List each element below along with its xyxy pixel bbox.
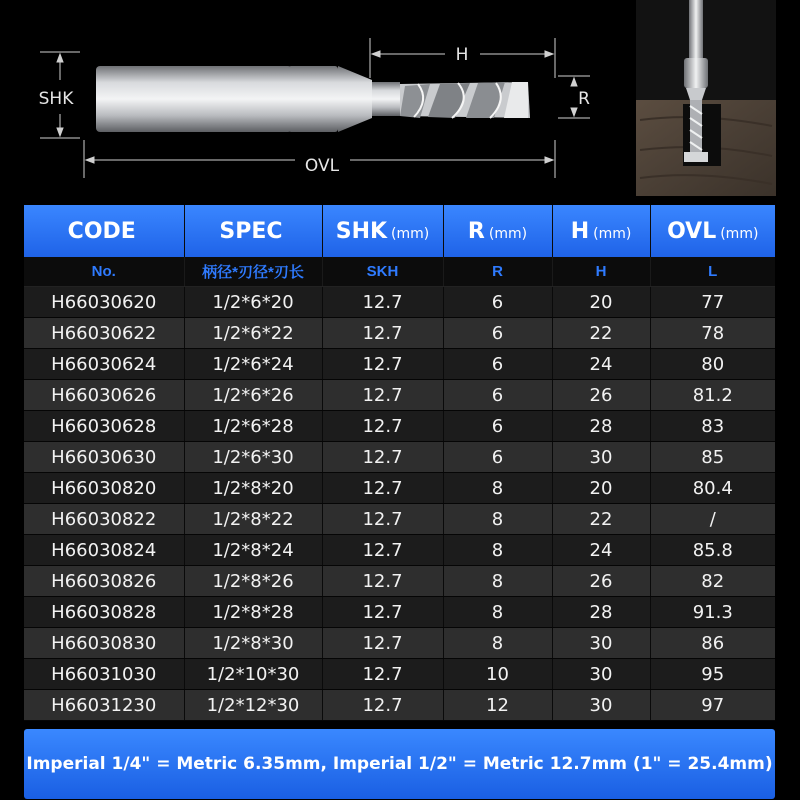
table-row: [24, 349, 775, 380]
cell-code: H66031230: [24, 690, 184, 721]
cell-shk: 12.7: [322, 411, 443, 442]
cell-h: 30: [552, 690, 650, 721]
cell-ovl: 83: [650, 411, 775, 442]
column-header-shk: SHK (mm): [322, 205, 443, 257]
table-header-row: [24, 205, 775, 257]
cell-r: 8: [443, 504, 552, 535]
cell-r: 10: [443, 659, 552, 690]
cell-spec: 1/2*6*20: [184, 287, 322, 318]
table-row: [24, 628, 775, 659]
cell-r: 6: [443, 318, 552, 349]
cell-shk: 12.7: [322, 380, 443, 411]
cell-h: 20: [552, 287, 650, 318]
cell-r: 8: [443, 473, 552, 504]
ovl-dimension-label: OVL: [304, 156, 340, 176]
cell-r: 12: [443, 690, 552, 721]
column-header-h: H (mm): [552, 205, 650, 257]
r-dimension-label: R: [578, 89, 590, 109]
cell-spec: 1/2*8*30: [184, 628, 322, 659]
cell-ovl: 80: [650, 349, 775, 380]
router-bit-dimension-diagram: [0, 0, 800, 200]
cell-ovl: 80.4: [650, 473, 775, 504]
cell-ovl: 86: [650, 628, 775, 659]
cell-h: 24: [552, 349, 650, 380]
table-row: [24, 287, 775, 318]
cell-h: 30: [552, 628, 650, 659]
cell-code: H66031030: [24, 659, 184, 690]
conversion-note-text: Imperial 1/4" = Metric 6.35mm, Imperial 1/2" = Metric 12.7mm (1" = 25.4mm): [26, 754, 773, 774]
cell-spec: 1/2*6*28: [184, 411, 322, 442]
table-row: [24, 411, 775, 442]
cell-code: H66030626: [24, 380, 184, 411]
cell-spec: 1/2*10*30: [184, 659, 322, 690]
subheader-code: No.: [24, 257, 184, 287]
cell-ovl: 82: [650, 566, 775, 597]
column-header-spec: SPEC: [184, 205, 322, 257]
table-row: [24, 659, 775, 690]
cell-ovl: 85: [650, 442, 775, 473]
table-subheader-row: [24, 257, 775, 287]
cell-ovl: 81.2: [650, 380, 775, 411]
table-row: [24, 566, 775, 597]
table-row: [24, 597, 775, 628]
table-row: [24, 318, 775, 349]
cell-shk: 12.7: [322, 473, 443, 504]
subheader-spec: 柄径*刃径*刃长: [184, 257, 322, 287]
subheader-shk: SKH: [322, 257, 443, 287]
cell-r: 6: [443, 349, 552, 380]
cell-shk: 12.7: [322, 566, 443, 597]
cell-spec: 1/2*8*20: [184, 473, 322, 504]
cell-h: 24: [552, 535, 650, 566]
cell-spec: 1/2*8*24: [184, 535, 322, 566]
cell-code: H66030624: [24, 349, 184, 380]
subheader-h: H: [552, 257, 650, 287]
cell-h: 22: [552, 318, 650, 349]
table-row: [24, 473, 775, 504]
cell-spec: 1/2*6*26: [184, 380, 322, 411]
cell-r: 8: [443, 628, 552, 659]
cell-shk: 12.7: [322, 287, 443, 318]
cell-h: 28: [552, 411, 650, 442]
cell-spec: 1/2*8*28: [184, 597, 322, 628]
cell-shk: 12.7: [322, 690, 443, 721]
table-row: [24, 380, 775, 411]
cell-code: H66030820: [24, 473, 184, 504]
cell-code: H66030620: [24, 287, 184, 318]
cell-h: 20: [552, 473, 650, 504]
cell-code: H66030822: [24, 504, 184, 535]
cell-ovl: 95: [650, 659, 775, 690]
cell-r: 8: [443, 597, 552, 628]
cell-ovl: 77: [650, 287, 775, 318]
cell-shk: 12.7: [322, 504, 443, 535]
cell-ovl: 91.3: [650, 597, 775, 628]
cell-spec: 1/2*12*30: [184, 690, 322, 721]
cell-h: 30: [552, 442, 650, 473]
subheader-r: R: [443, 257, 552, 287]
column-header-code: CODE: [24, 205, 184, 257]
table-row: [24, 442, 775, 473]
cell-shk: 12.7: [322, 628, 443, 659]
cell-r: 6: [443, 380, 552, 411]
cell-h: 30: [552, 659, 650, 690]
cell-h: 26: [552, 380, 650, 411]
cell-code: H66030824: [24, 535, 184, 566]
cell-r: 6: [443, 287, 552, 318]
router-bit-illustration: [96, 66, 530, 132]
cell-spec: 1/2*8*22: [184, 504, 322, 535]
flute-cutter: [400, 82, 530, 118]
cell-shk: 12.7: [322, 349, 443, 380]
cell-code: H66030622: [24, 318, 184, 349]
cell-r: 6: [443, 411, 552, 442]
cell-code: H66030828: [24, 597, 184, 628]
cell-code: H66030628: [24, 411, 184, 442]
cell-h: 26: [552, 566, 650, 597]
cell-shk: 12.7: [322, 659, 443, 690]
cutting-demo-photo: [636, 0, 776, 196]
column-header-r: R (mm): [443, 205, 552, 257]
table-row: [24, 504, 775, 535]
cell-ovl: 97: [650, 690, 775, 721]
cell-ovl: /: [650, 504, 775, 535]
cell-spec: 1/2*8*26: [184, 566, 322, 597]
conversion-note-banner: [24, 729, 775, 799]
cell-h: 22: [552, 504, 650, 535]
cell-shk: 12.7: [322, 318, 443, 349]
cell-shk: 12.7: [322, 597, 443, 628]
cell-spec: 1/2*6*24: [184, 349, 322, 380]
table-row: [24, 690, 775, 721]
cell-code: H66030630: [24, 442, 184, 473]
cell-spec: 1/2*6*22: [184, 318, 322, 349]
subheader-l: L: [650, 257, 775, 287]
cell-shk: 12.7: [322, 442, 443, 473]
cell-code: H66030830: [24, 628, 184, 659]
cell-spec: 1/2*6*30: [184, 442, 322, 473]
h-dimension-label: H: [455, 45, 469, 65]
cell-h: 28: [552, 597, 650, 628]
cell-code: H66030826: [24, 566, 184, 597]
specification-table: [24, 205, 775, 721]
column-header-ovl: OVL (mm): [650, 205, 775, 257]
table-row: [24, 535, 775, 566]
cell-ovl: 78: [650, 318, 775, 349]
cell-r: 6: [443, 442, 552, 473]
cell-r: 8: [443, 535, 552, 566]
cell-ovl: 85.8: [650, 535, 775, 566]
shk-dimension-label: SHK: [38, 89, 74, 109]
cell-r: 8: [443, 566, 552, 597]
cell-shk: 12.7: [322, 535, 443, 566]
